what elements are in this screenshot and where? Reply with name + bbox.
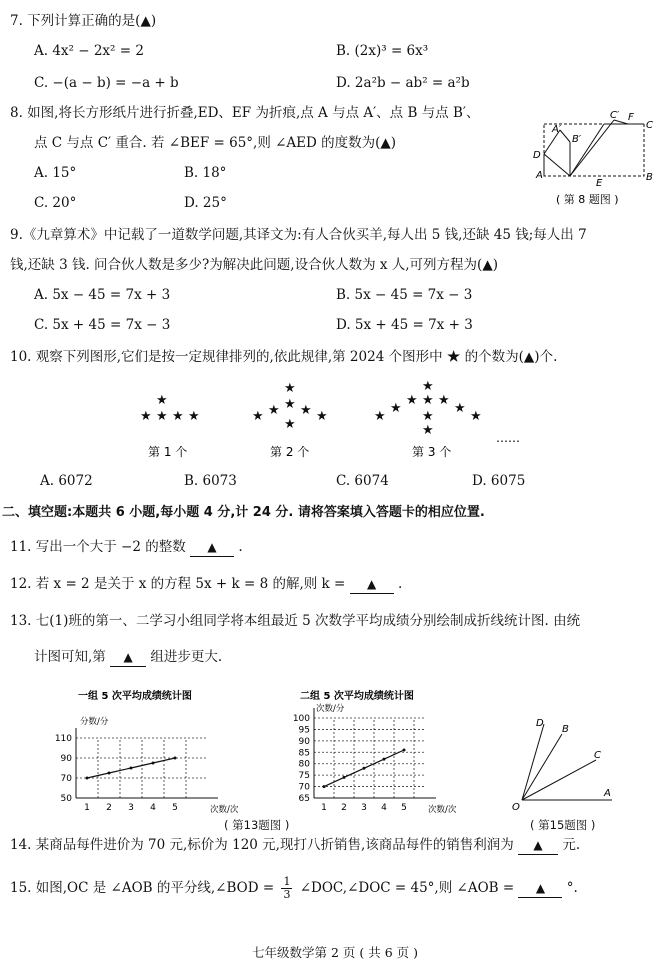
q14-end: 元. (562, 837, 581, 853)
q13-line1: 13. 七(1)班的第一、二学习小组同学将本组最近 5 次数学平均成绩分别绘制成折线统计图. 由统 (10, 613, 581, 629)
q15-fraction (281, 876, 292, 901)
q15-unit: °. (566, 880, 578, 896)
q13-line2-text: 计图可知,第 (34, 649, 106, 665)
svg-text:★: ★ (284, 397, 296, 412)
y-tick-label: 80 (298, 759, 310, 770)
label-c: C (594, 750, 601, 761)
svg-text:★: ★ (422, 393, 434, 408)
y-tick-label: 95 (298, 725, 310, 736)
caption-13: ( 第13题图 ) (224, 818, 290, 832)
label-f: F (628, 112, 634, 123)
y-tick-label: 100 (292, 714, 310, 724)
q13-line2-end: 组进步更大. (150, 649, 223, 665)
chart2-title: 二组 5 次平均成绩统计图 (300, 691, 414, 702)
fig2-label: 第 2 个 (270, 445, 310, 459)
y-tick-label: 85 (298, 748, 310, 759)
x-tick-label: 2 (341, 803, 347, 813)
q8-option-c: C. 20° (34, 195, 77, 211)
y-tick-label: 90 (298, 736, 310, 747)
q15-text: 15. 如图,OC 是 ∠AOB 的平分线,∠BOD = (10, 880, 275, 896)
label-o: O (512, 802, 520, 812)
x-tick-label: 1 (321, 803, 327, 813)
y-tick-label: 110 (54, 734, 72, 744)
label-d: D (536, 718, 544, 729)
label-c: C (646, 120, 653, 131)
svg-text:★: ★ (268, 403, 280, 418)
chart2-ylabel: 次数/分 (316, 704, 345, 714)
svg-text:★: ★ (300, 403, 312, 418)
q11-blank: ▲ (190, 538, 234, 557)
q11-end: . (238, 539, 243, 555)
svg-text:★: ★ (422, 409, 434, 424)
y-tick-label: 70 (60, 774, 72, 784)
chart1-ylabel: 分数/分 (80, 717, 109, 727)
q15-text-2: ∠DOC,∠DOC = 45°,则 ∠AOB = (299, 880, 515, 896)
q10-star-pattern (120, 376, 540, 468)
fraction-denominator: 3 (283, 888, 291, 901)
svg-text:★: ★ (156, 393, 168, 408)
svg-text:★: ★ (422, 423, 434, 438)
data-point (174, 757, 177, 760)
x-axis-label: 次数/次 (428, 805, 457, 814)
label-b: B (646, 172, 653, 183)
svg-text:★: ★ (252, 409, 264, 424)
q8-line1: 8. 如图,将长方形纸片进行折叠,ED、EF 为折痕,点 A 与点 A′、点 B 与点 B′、 (10, 105, 480, 121)
x-tick-label: 1 (84, 803, 90, 813)
svg-text:★: ★ (140, 409, 152, 424)
q15-angle-figure (508, 712, 618, 812)
ellipsis: …… (496, 431, 520, 445)
label-b-prime: B′ (572, 134, 582, 145)
x-tick-label: 5 (172, 803, 178, 813)
x-tick-label: 3 (361, 803, 367, 813)
x-tick-label: 2 (106, 803, 112, 813)
q7-stem: 7. 下列计算正确的是(▲) (10, 13, 157, 29)
q10-stem: 10. 观察下列图形,它们是按一定规律排列的,依此规律,第 2024 个图形中 ★ 的个数为(▲)个. (10, 349, 558, 365)
y-tick-label: 70 (298, 782, 310, 793)
q10-option-c: C. 6074 (336, 473, 389, 489)
q15 (10, 876, 578, 901)
label-a: A (604, 788, 611, 799)
x-tick-label: 4 (381, 803, 387, 813)
q9-option-a: A. 5x − 45 = 7x + 3 (34, 287, 171, 303)
label-b: B (562, 724, 569, 735)
q11 (10, 538, 243, 557)
q8-option-a: A. 15° (34, 165, 77, 181)
label-e: E (596, 178, 603, 189)
svg-text:★: ★ (172, 409, 184, 424)
q9-option-d: D. 5x + 45 = 7x + 3 (336, 317, 473, 333)
q7-option-b: B. (2x)³ = 6x³ (336, 43, 429, 59)
q12 (10, 575, 402, 594)
data-point (323, 785, 326, 788)
data-point (363, 767, 366, 770)
svg-text:★: ★ (438, 393, 450, 408)
svg-text:★: ★ (454, 401, 466, 416)
data-point (152, 762, 155, 765)
q8-option-b: B. 18° (184, 165, 227, 181)
label-c-prime: C′ (610, 110, 620, 121)
x-axis-label: 次数/次 (210, 805, 238, 814)
x-tick-label: 3 (128, 803, 134, 813)
page-footer: 七年级数学第 2 页 ( 共 6 页 ) (252, 945, 418, 960)
q8-option-d: D. 25° (184, 195, 227, 211)
caption-15: ( 第15题图 ) (530, 818, 596, 832)
q14-text: 14. 某商品每件进价为 70 元,标价为 120 元,现打八折销售,该商品每件的销售利润为 (10, 837, 514, 853)
q15-blank: ▲ (518, 879, 562, 898)
q12-blank: ▲ (350, 575, 394, 594)
label-a: A (536, 170, 543, 181)
q10-option-d: D. 6075 (472, 473, 526, 489)
x-tick-label: 4 (150, 803, 156, 813)
q10-option-a: A. 6072 (40, 473, 93, 489)
data-point (108, 772, 111, 775)
y-tick-label: 90 (60, 754, 72, 764)
svg-text:★: ★ (188, 409, 200, 424)
y-tick-label: 75 (298, 771, 310, 782)
label-a-prime: A′ (552, 124, 562, 135)
chart1-title: 一组 5 次平均成绩统计图 (78, 691, 192, 702)
q7-option-a: A. 4x² − 2x² = 2 (34, 43, 144, 59)
svg-text:★: ★ (470, 409, 482, 424)
q9-option-c: C. 5x + 45 = 7x − 3 (34, 317, 171, 333)
q8-fold-figure (530, 106, 662, 210)
q12-text: 12. 若 x = 2 是关于 x 的方程 5x + k = 8 的解,则 k = (10, 576, 346, 592)
data-point (343, 776, 346, 779)
q13-blank: ▲ (110, 648, 146, 667)
q9-line2: 钱,还缺 3 钱. 问合伙人数是多少?为解决此问题,设合伙人数为 x 人,可列方程为(▲) (10, 257, 498, 273)
svg-text:★: ★ (374, 409, 386, 424)
q11-text: 11. 写出一个大于 −2 的整数 (10, 539, 186, 555)
q13-line2 (34, 648, 222, 667)
y-tick-label: 50 (60, 794, 72, 804)
q10-option-b: B. 6073 (184, 473, 237, 489)
svg-text:★: ★ (390, 401, 402, 416)
fraction-numerator: 1 (283, 875, 291, 888)
chart-group1 (48, 686, 238, 814)
q7-option-d: D. 2a²b − ab² = a²b (336, 75, 470, 91)
q14-blank: ▲ (518, 836, 558, 855)
q8-caption: ( 第 8 题图 ) (556, 193, 619, 206)
svg-text:★: ★ (284, 417, 296, 432)
fig3-label: 第 3 个 (412, 445, 452, 459)
q9-option-b: B. 5x − 45 = 7x − 3 (336, 287, 473, 303)
q9-line1: 9.《九章算术》中记载了一道数学问题,其译文为:有人合伙买羊,每人出 5 钱,还缺 45 钱;每人出 7 (10, 227, 587, 243)
svg-text:★: ★ (284, 381, 296, 396)
label-d: D (533, 150, 541, 161)
y-tick-label: 65 (298, 794, 310, 804)
data-point (86, 777, 89, 780)
svg-text:★: ★ (156, 409, 168, 424)
chart-group2 (282, 686, 472, 814)
q12-end: . (397, 576, 403, 592)
fig1-label: 第 1 个 (148, 445, 188, 459)
svg-text:★: ★ (316, 409, 328, 424)
q14 (10, 836, 580, 855)
data-point (403, 749, 406, 752)
svg-text:★: ★ (406, 393, 418, 408)
section-2-heading: 二、填空题:本题共 6 小题,每小题 4 分,计 24 分. 请将答案填入答题卡的相应位置. (2, 505, 485, 520)
svg-text:★: ★ (422, 379, 434, 394)
x-tick-label: 5 (401, 803, 407, 813)
q8-line2: 点 C 与点 C′ 重合. 若 ∠BEF = 65°,则 ∠AED 的度数为(▲) (34, 135, 397, 151)
q7-option-c: C. −(a − b) = −a + b (34, 75, 179, 91)
data-point (130, 767, 133, 770)
data-point (383, 758, 386, 761)
